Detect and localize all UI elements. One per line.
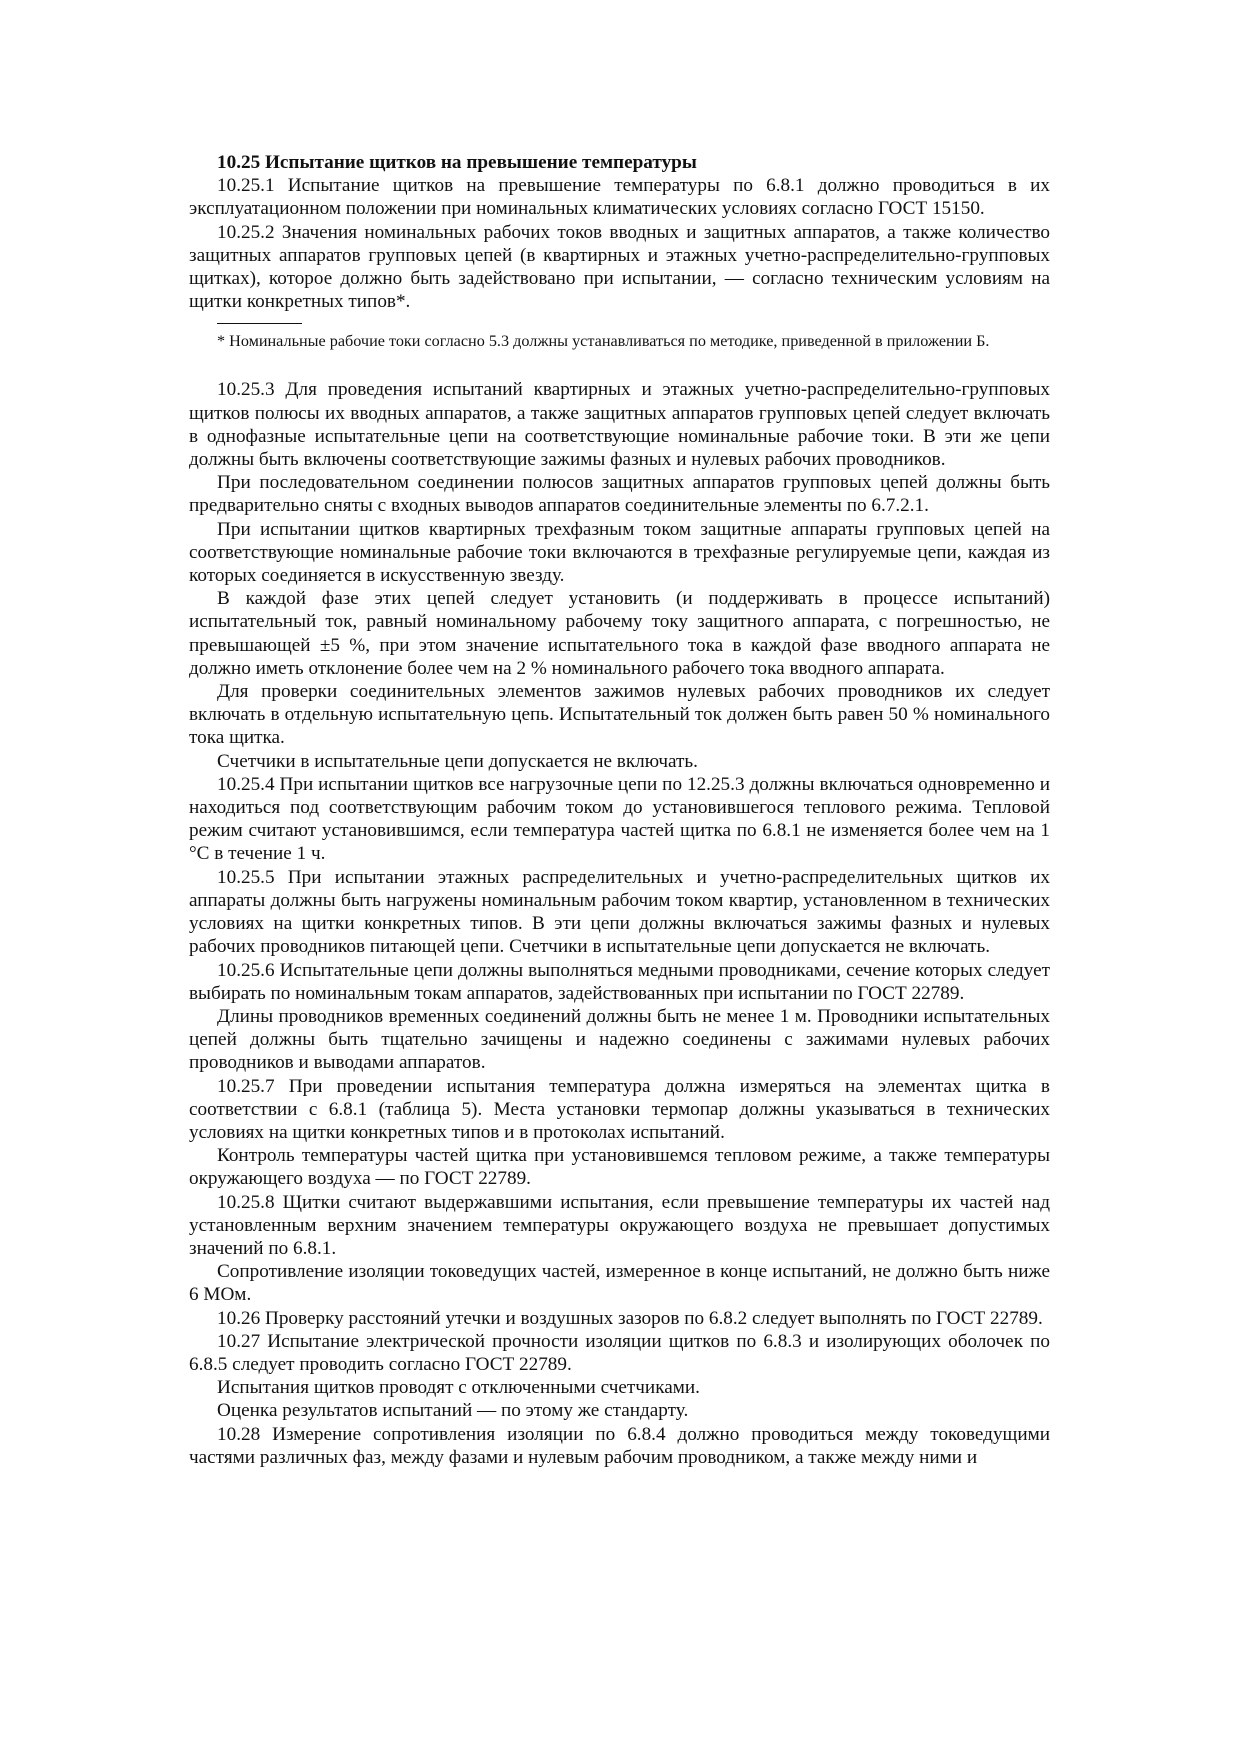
paragraph: 10.25.2 Значения номинальных рабочих токов вводных и защитных аппаратов, а также количество защитных аппаратов групповых цепей (в квартирных и этажных учетно-распределительно-групповых щитках), которое должно быть задействовано при испытании, — согласно техническим условиям на щитки конкретных типов*. — [189, 221, 1050, 313]
paragraph: Оценка результатов испытаний — по этому же стандарту. — [217, 1400, 689, 1422]
paragraph: При испытании щитков квартирных трехфазным током защитные аппараты групповых цепей на соответствующие номинальные рабочие токи включаются в трехфазные регулируемые цепи, каждая из которых соединяется в искусственную звезду. — [189, 518, 1050, 587]
paragraph: 10.25.5 При испытании этажных распределительных и учетно-распределительных щитков их аппараты должны быть нагружены номинальным рабочим током квартир, установленном в технических условиях на щитки конкретных типов. В эти цепи должны включаться зажимы фазных и нулевых рабочих проводников питающей цепи. Счетчики в испытательные цепи допускается не включать. — [189, 866, 1050, 958]
paragraph: 10.25.6 Испытательные цепи должны выполняться медными проводниками, сечение которых следует выбирать по номинальным токам аппаратов, задействованных при испытании по ГОСТ 22789. — [189, 959, 1050, 1004]
paragraph: 10.25.8 Щитки считают выдержавшими испытания, если превышение температуры их частей над установленным верхним значением температуры окружающего воздуха не превышает допустимых значений по 6.8.1. — [189, 1191, 1050, 1259]
paragraph: 10.25.3 Для проведения испытаний квартирных и этажных учетно-распределительно-групповых щитков полюсы их вводных аппаратов, а также защитных аппаратов групповых цепей следует включать в однофазные испытательные цепи на соответствующие номинальные рабочие токи. В эти же цепи должны быть включены соответствующие зажимы фазных и нулевых рабочих проводников. — [189, 379, 1050, 471]
paragraph: Для проверки соединительных элементов зажимов нулевых рабочих проводников их следует включать в отдельную испытательную цепь. Испытательный ток должен быть равен 50 % номинального тока щитка. — [189, 681, 1050, 749]
paragraph: При последовательном соединении полюсов защитных аппаратов групповых цепей должны быть предварительно сняты с входных выводов аппаратов соединительные элементы по 6.7.2.1. — [189, 472, 1050, 517]
paragraph: Счетчики в испытательные цепи допускается не включать. — [217, 750, 698, 772]
paragraph: 10.25.4 При испытании щитков все нагрузочные цепи по 12.25.3 должны включаться одновременно и находиться под соответствующим рабочим током до установившегося теплового режима. Тепловой режим считают установившимся, если температура частей щитка по 6.8.1 не изменяется более чем на 1 °С в течение 1 ч. — [189, 773, 1050, 865]
paragraph: Сопротивление изоляции токоведущих частей, измеренное в конце испытаний, не должно быть ниже 6 МОм. — [189, 1261, 1050, 1306]
paragraph: Испытания щитков проводят с отключенными счетчиками. — [217, 1377, 700, 1399]
paragraph: 10.25.1 Испытание щитков на превышение температуры по 6.8.1 должно проводиться в их эксплуатационном положении при номинальных климатических условиях согласно ГОСТ 15150. — [189, 175, 1050, 220]
section-heading: 10.25 Испытание щитков на превышение температуры — [217, 152, 697, 173]
document-page — [189, 151, 1050, 1469]
paragraph: 10.28 Измерение сопротивления изоляции по 6.8.4 должно проводиться между токоведущими частями различных фаз, между фазами и нулевым рабочим проводником, а также между ними и — [189, 1423, 1050, 1468]
paragraph: В каждой фазе этих цепей следует установить (и поддерживать в процессе испытаний) испытательный ток, равный номинальному рабочему току защитного аппарата, с погрешностью, не превышающей ±5 %, при этом значение испытательного тока в каждой фазе вводного аппарата не должно иметь отклонение более чем на 2 % номинального рабочего тока вводного аппарата. — [189, 588, 1050, 679]
paragraph: 10.26 Проверку расстояний утечки и воздушных зазоров по 6.8.2 следует выполнять по ГОСТ 22789. — [217, 1307, 1043, 1329]
paragraph: 10.27 Испытание электрической прочности изоляции щитков по 6.8.3 и изолирующих оболочек по 6.8.5 следует проводить согласно ГОСТ 22789. — [189, 1330, 1050, 1375]
paragraph: 10.25.7 При проведении испытания температура должна измеряться на элементах щитка в соответствии с 6.8.1 (таблица 5). Места установки термопар должны указываться в технических условиях на щитки конкретных типов и в протоколах испытаний. — [189, 1075, 1050, 1143]
paragraph: Контроль температуры частей щитка при установившемся тепловом режиме, а также температуры окружающего воздуха — по ГОСТ 22789. — [189, 1145, 1050, 1190]
paragraph: Длины проводников временных соединений должны быть не менее 1 м. Проводники испытательных цепей должны быть тщательно зачищены и надежно соединены с зажимами нулевых рабочих проводников и выводами аппаратов. — [189, 1005, 1050, 1074]
footnote-divider — [217, 323, 302, 324]
footnote: * Номинальные рабочие токи согласно 5.3 должны устанавливаться по методике, приведенной в приложении Б. — [217, 332, 990, 351]
